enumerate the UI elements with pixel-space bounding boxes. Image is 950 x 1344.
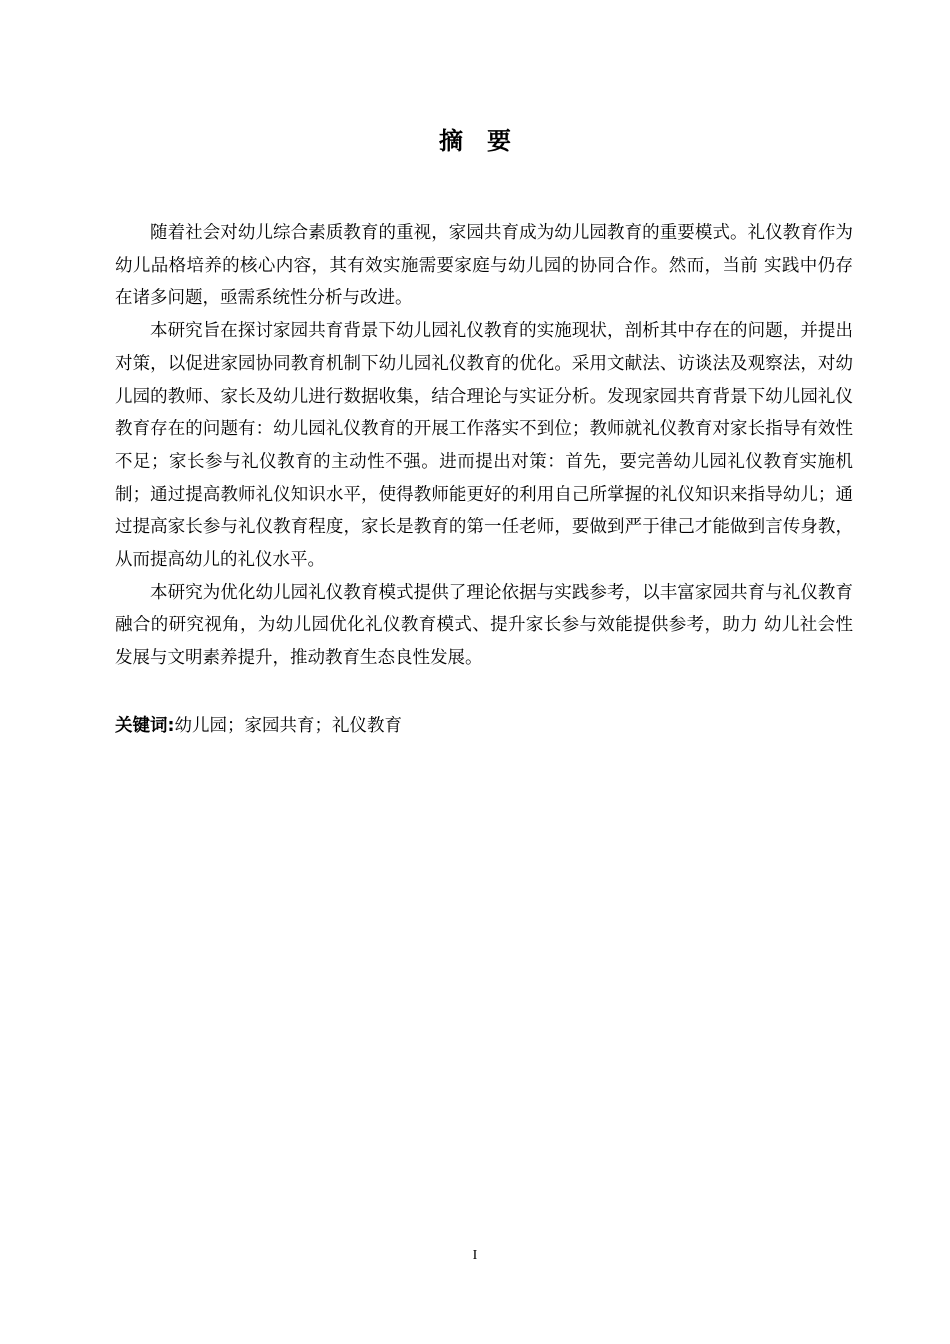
keywords-line — [115, 712, 853, 740]
page-title — [0, 121, 950, 156]
keywords-value: 幼儿园；家园共育；礼仪教育 — [174, 716, 402, 736]
title-char-2: 要 — [487, 127, 511, 155]
title-char-1: 摘 — [439, 127, 463, 155]
page-number: I — [472, 1248, 478, 1263]
keywords-label: 关键词: — [115, 716, 175, 736]
abstract-body — [115, 217, 853, 675]
abstract-paragraph-1: 随着社会对幼儿综合素质教育的重视，家园共育成为幼儿园教育的重要模式。礼仪教育作为幼儿品格培养的核心内容，其有效实施需要家庭与幼儿园的协同合作。然而，当前 实践中仍存在诸多问题，亟需系统性分析与改进。 — [115, 223, 853, 309]
abstract-paragraph-2: 本研究旨在探讨家园共育背景下幼儿园礼仪教育的实施现状，剖析其中存在的问题，并提出对策，以促进家园协同教育机制下幼儿园礼仪教育的优化。采用文献法、访谈法及观察法，对幼儿园的教师、家长及幼儿进行数据收集，结合理论与实证分析。发现家园共育背景下幼儿园礼仪教育存在的问题有：幼儿园礼仪教育的开展工作落实不到位；教师就礼仪教育对家长指导有效性不足；家长参与礼仪教育的主动性不强。进而提出对策：首先，要完善幼儿园礼仪教育实施机制；通过提高教师礼仪知识水平，使得教师能更好的利用自己所掌握的礼仪知识来指导幼儿；通过提高家长参与礼仪教育程度，家长是教育的第一任老师，要做到严于律己才能做到言传身教，从而提高幼儿的礼仪水平。 — [115, 321, 853, 571]
abstract-paragraph-3: 本研究为优化幼儿园礼仪教育模式提供了理论依据与实践参考，以丰富家园共育与礼仪教育融合的研究视角，为幼儿园优化礼仪教育模式、提升家长参与效能提供参考，助力 幼儿社会性发展与文明素养提升，推动教育生态良性发展。 — [115, 582, 853, 669]
